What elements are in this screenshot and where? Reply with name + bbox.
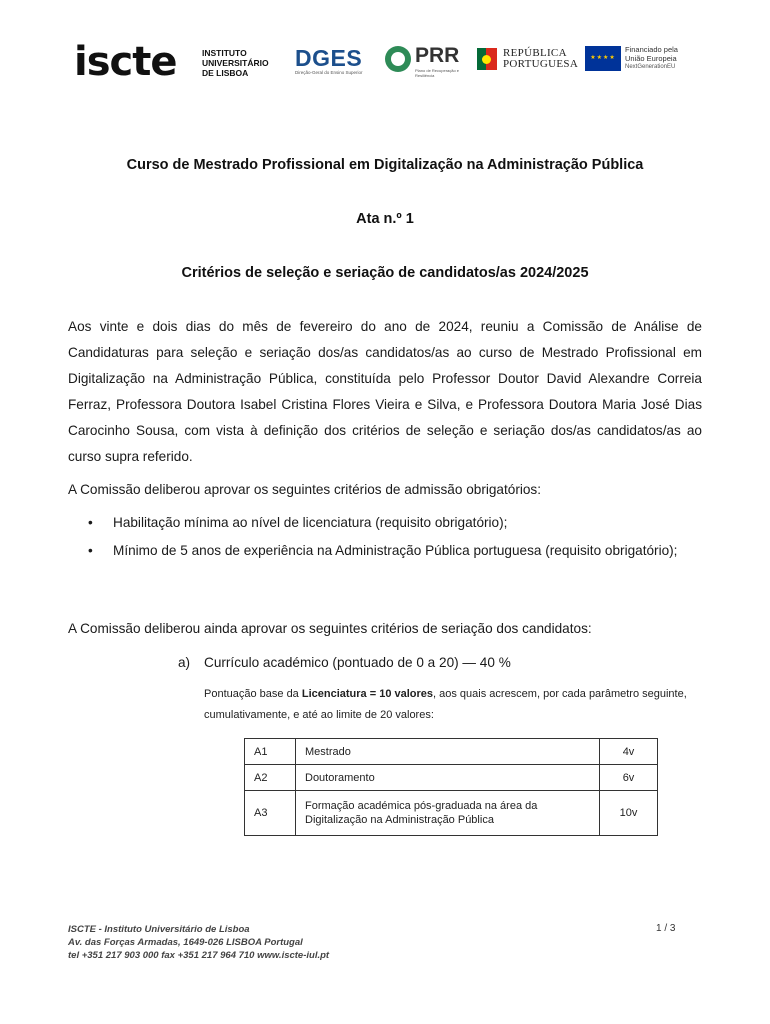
criteria-title: Critérios de seleção e seriação de candidatos/as 2024/2025 [181, 265, 589, 281]
criterion-description: Formação académica pós-graduada na área da Digitalização na Administração Pública [296, 791, 600, 836]
criterion-description: Doutoramento [296, 765, 600, 791]
bullet-icon: • [88, 543, 93, 558]
criterion-code: A3 [245, 791, 296, 836]
minutes-number: Ata n.º 1 [356, 211, 414, 227]
admission-criterion: Habilitação mínima ao nível de licenciatura (requisito obrigatório); [113, 515, 508, 530]
criterion-code: A2 [245, 765, 296, 791]
admission-criterion: Mínimo de 5 anos de experiência na Administração Pública portuguesa (requisito obrigatório); [113, 543, 678, 558]
ranking-item-a [178, 655, 511, 670]
criterion-code: A1 [245, 739, 296, 765]
iscte-logo: iscte [74, 39, 177, 85]
page-number: 1 / 3 [656, 923, 676, 934]
intro-paragraph: Aos vinte e dois dias do mês de fevereiro do ano de 2024, reuniu a Comissão de Análise de Candidaturas para seleção e seriação dos/as candidatos/as ao curso de Mestrado Profissional em Digitalização na Administração Pública, constituída pelo Professor Doutor David Alexandre Correia Ferraz, Professora Doutora Isabel Cristina Flores Vieira e Silva, e Professora Doutora Maria José Dias Carocinho Sousa, com vista à definição dos critérios de seleção e seriação dos/as candidatos/as ao curso supra referido. [68, 319, 702, 464]
table-row [245, 791, 658, 836]
prr-emblem-icon [385, 46, 411, 72]
bullet-icon: • [88, 515, 93, 530]
academic-criteria-table [244, 738, 658, 836]
eu-flag-icon: ★★★★ [585, 46, 621, 71]
iscte-logo-subtitle: INSTITUTO UNIVERSITÁRIO DE LISBOA [202, 48, 269, 78]
footer-address: ISCTE - Instituto Universitário de Lisboa Av. das Forças Armadas, 1649-026 LISBOA Portugal tel +351 217 903 000 fax +351 217 964 710 www.iscte-iul.pt [68, 924, 330, 961]
ranking-item-text: Currículo académico (pontuado de 0 a 20) — 40 % [204, 655, 511, 670]
dges-logo: DGES Direção-Geral do Ensino Superior [295, 45, 363, 75]
criterion-value: 10v [600, 791, 658, 836]
table-row [245, 739, 658, 765]
ranking-item-label: a) [178, 655, 191, 670]
course-title: Curso de Mestrado Profissional em Digitalização na Administração Pública [126, 157, 644, 173]
ranking-intro: A Comissão deliberou ainda aprovar os seguintes critérios de seriação dos candidatos: [68, 621, 592, 636]
criterion-value: 4v [600, 739, 658, 765]
portugal-flag-icon [477, 48, 497, 70]
scoring-note: Pontuação base da Licenciatura = 10 valores, aos quais acrescem, por cada parâmetro seguinte, cumulativamente, e até ao limite de 20 valores: [204, 688, 687, 721]
logo-bar: iscte INSTITUTO UNIVERSITÁRIO DE LISBOA DGES Direção-Geral do Ensino Superior PRR Plano de Recuperação e Resiliência REPÚBLICA PORTUGUESA ★★★★ Financiado pela União Europeia NextGenerationEU [74, 39, 678, 85]
criterion-value: 6v [600, 765, 658, 791]
admission-intro: A Comissão deliberou aprovar os seguintes critérios de admissão obrigatórios: [68, 482, 541, 497]
criterion-description: Mestrado [296, 739, 600, 765]
table-row [245, 765, 658, 791]
